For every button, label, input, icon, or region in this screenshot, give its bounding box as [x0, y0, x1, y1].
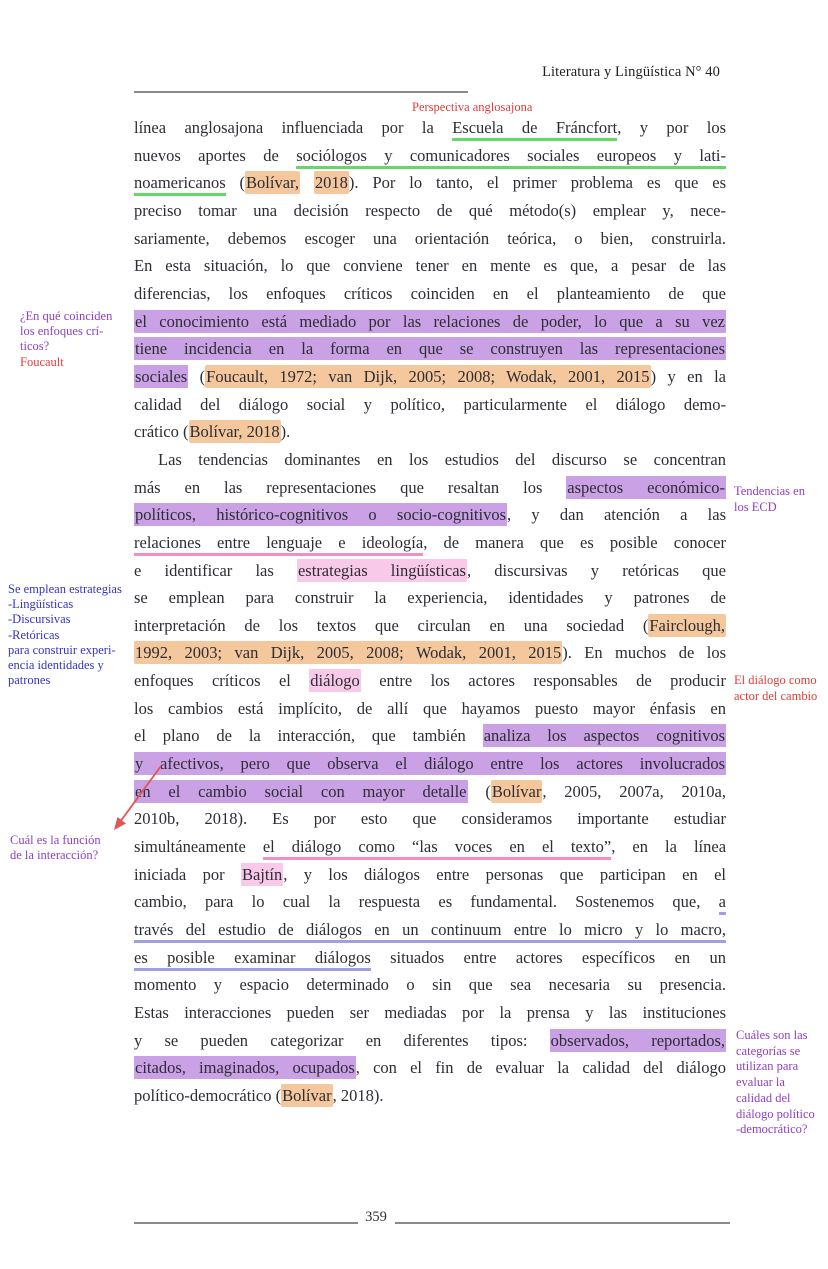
text-line: cambio, para lo cual la respuesta es fundamental. Sostenemos que, a	[134, 888, 726, 916]
purple-highlight: en el cambio social con mayor detalle	[135, 781, 467, 801]
text-line: 1992, 2003; van Dijk, 2005, 2008; Wodak, 2001, 2015). En muchos de los	[135, 643, 726, 663]
body-text	[134, 114, 726, 1110]
purple-highlight: tiene incidencia en la forma en que se construyen las representaciones	[135, 339, 725, 359]
margin-note-line: categorías se	[736, 1043, 801, 1058]
orange-highlight: 1992, 2003; van Dijk, 2005, 2008; Wodak, 2001, 2015	[135, 643, 562, 663]
margin-note-line: ¿En qué coinciden	[20, 309, 113, 323]
margin-note-line: Cuál es la función	[10, 833, 101, 847]
blue-underline: es posible examinar diálogos	[134, 948, 371, 971]
text-line: Estas interacciones pueden ser mediadas por la prensa y las instituciones	[134, 1003, 726, 1022]
annotation-arrow-icon	[103, 756, 173, 841]
blue-underline: a	[719, 892, 726, 915]
orange-highlight: Bolívar	[282, 1085, 332, 1105]
text-line: momento y espacio determinado o sin que sea necesaria su presencia.	[134, 975, 726, 995]
text-line: simultáneamente el diálogo como “las voces en el texto”, en la línea	[134, 833, 726, 861]
margin-note-line: -democrático?	[736, 1122, 808, 1137]
text-line: Las tendencias dominantes en los estudios del discurso se concentran	[158, 449, 726, 469]
text-line: citados, imaginados, ocupados, con el fin de evaluar la calidad del diálogo	[135, 1058, 726, 1078]
orange-highlight: 2018	[314, 173, 348, 193]
top-margin-annotation: Perspectiva anglosajona	[412, 100, 533, 114]
margin-note-line: utilizan para	[736, 1059, 799, 1074]
text-line: enfoques críticos el diálogo entre los actores responsables de producir	[134, 671, 726, 691]
pink-highlight: estrategias lingüísticas	[297, 560, 466, 580]
margin-note-line: encia identidades y	[8, 658, 104, 673]
purple-highlight: el conocimiento está mediado por las relaciones de poder, lo que a su vez	[135, 311, 725, 331]
purple-highlight: sociales	[135, 366, 188, 386]
purple-highlight: observados, reportados,	[550, 1030, 725, 1050]
text-line: nuevos aportes de sociólogos y comunicadores sociales europeos y lati-	[134, 142, 726, 170]
text-line: crático (Bolívar, 2018).	[134, 422, 291, 442]
margin-note-line: Se emplean estrategias	[8, 582, 122, 596]
text-line: se emplean para construir la experiencia, identidades y patrones de	[134, 588, 726, 608]
margin-note-line: diálogo político	[736, 1106, 815, 1121]
text-line: los cambios está implícito, de allí que hayamos puesto mayor énfasis en	[134, 698, 726, 718]
journal-title: Literatura y Lingüística N° 40	[542, 64, 720, 80]
text-line: 2010b, 2018). Es por esto que consideramos importante estudiar	[134, 809, 726, 829]
pink-underline: el diálogo como “las voces en el texto”	[263, 837, 611, 860]
text-line: y se pueden categorizar en diferentes tipos: observados, reportados,	[134, 1030, 725, 1050]
purple-highlight: aspectos económico-	[567, 477, 726, 497]
page-number: 359	[365, 1209, 387, 1225]
orange-highlight: Fairclough,	[649, 615, 725, 635]
pink-underline: relaciones entre lenguaje e ideología	[134, 533, 423, 556]
margin-note-line: Cuáles son las	[736, 1028, 808, 1042]
green-underline: Escuela de Fráncfort	[452, 118, 617, 141]
left-margin-note-3	[10, 833, 125, 863]
purple-highlight: políticos, histórico-cognitivos o socio-cognitivos	[135, 505, 507, 525]
text-line: sociales (Foucault, 1972; van Dijk, 2005; 2008; Wodak, 2001, 2015) y en la	[135, 366, 726, 386]
margin-note-line: -Lingüísticas	[8, 597, 74, 612]
orange-highlight: Bolívar, 2018	[189, 422, 280, 442]
margin-note-line: de la interacción?	[10, 848, 99, 863]
margin-note-line: ticos?	[20, 339, 50, 354]
footer-rule-right	[395, 1222, 730, 1224]
pink-highlight: diálogo	[310, 671, 360, 691]
text-line: noamericanos (Bolívar, 2018). Por lo tanto, el primer problema es que es	[134, 169, 726, 197]
orange-highlight: Foucault, 1972; van Dijk, 2005; 2008; Wodak, 2001, 2015	[206, 366, 650, 386]
green-underline: noamericanos	[134, 173, 226, 196]
pink-highlight: Bajtín	[241, 864, 283, 884]
green-underline: sociólogos y comunicadores sociales europeos y lati-	[296, 146, 726, 169]
right-margin-note-3	[736, 1028, 828, 1138]
header-rule	[134, 91, 468, 93]
margin-note-line: evaluar la	[736, 1075, 785, 1090]
margin-note-line: calidad del	[736, 1090, 791, 1105]
left-margin-note-1	[20, 309, 138, 370]
margin-note-line: Foucault	[20, 354, 64, 369]
text-line: calidad del diálogo social y político, particularmente el diálogo demo-	[134, 394, 726, 414]
text-line	[134, 308, 726, 336]
left-margin-note-2	[8, 582, 136, 688]
text-line: relaciones entre lenguaje e ideología, de manera que es posible conocer	[134, 529, 726, 557]
text-line: interpretación de los textos que circulan en una sociedad (Fairclough,	[134, 615, 725, 635]
text-line: iniciada por Bajtín, y los diálogos entre personas que participan en el	[134, 864, 726, 884]
text-line: políticos, histórico-cognitivos o socio-cognitivos, y dan atención a las	[135, 505, 726, 525]
text-line: e identificar las estrategias lingüísticas, discursivas y retóricas que	[134, 560, 726, 580]
purple-highlight: citados, imaginados, ocupados	[135, 1058, 355, 1078]
margin-note-line: los ECD	[734, 499, 777, 514]
text-line: en el cambio social con mayor detalle (Bolívar, 2005, 2007a, 2010a,	[135, 781, 726, 801]
text-line: más en las representaciones que resaltan los aspectos económico-	[134, 477, 726, 497]
purple-highlight: y afectivos, pero que observa el diálogo entre los actores involucrados	[135, 754, 725, 774]
footer-rule-left	[134, 1222, 358, 1224]
right-margin-note-1	[734, 484, 826, 515]
right-margin-note-2	[734, 673, 828, 704]
margin-note-line: patrones	[8, 673, 51, 688]
text-line: el plano de la interacción, que también analiza los aspectos cognitivos	[134, 726, 725, 746]
text-line	[134, 916, 726, 944]
margin-note-line: actor del cambio	[734, 688, 818, 703]
text-line: diferencias, los enfoques críticos coinciden en el planteamiento de que	[134, 283, 726, 303]
text-line: sariamente, debemos escoger una orientación teórica, o bien, construirla.	[134, 228, 726, 248]
margin-note-line: los enfoques crí-	[20, 324, 104, 339]
paragraph-1	[134, 114, 726, 446]
text-line: línea anglosajona influenciada por la Escuela de Fráncfort, y por los	[134, 114, 726, 142]
margin-note-line: -Retóricas	[8, 627, 60, 642]
orange-highlight: Bolívar	[491, 781, 542, 801]
orange-highlight: Bolívar,	[246, 173, 300, 193]
margin-note-line: -Discursivas	[8, 612, 71, 627]
text-line: preciso tomar una decisión respecto de qué método(s) emplear y, nece-	[134, 200, 726, 220]
text-line	[134, 335, 726, 363]
text-line: En esta situación, lo que conviene tener en mente es que, a pesar de las	[134, 256, 726, 276]
paragraph-2	[134, 446, 726, 1110]
text-line: es posible examinar diálogos situados entre actores específicos en un	[134, 944, 726, 972]
margin-note-line: El diálogo como	[734, 673, 817, 687]
purple-highlight: analiza los aspectos cognitivos	[483, 726, 725, 746]
margin-note-line: para construir experi-	[8, 642, 116, 657]
text-line: político-democrático (Bolívar, 2018).	[134, 1085, 384, 1105]
text-line	[134, 750, 726, 778]
blue-underline: través del estudio de diálogos en un continuum entre lo micro y lo macro,	[134, 920, 726, 943]
margin-note-line: Tendencias en	[734, 484, 805, 498]
